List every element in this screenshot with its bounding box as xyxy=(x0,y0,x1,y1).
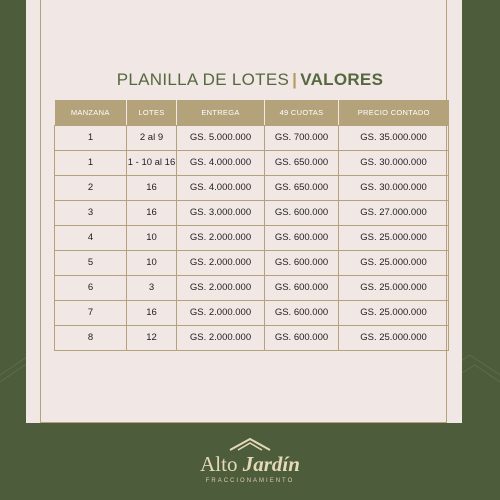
cell-precio-contado: GS. 25.000.000 xyxy=(339,225,449,250)
cell-entrega: GS. 4.000.000 xyxy=(177,150,265,175)
cell-manzana: 3 xyxy=(55,200,127,225)
cell-entrega: GS. 2.000.000 xyxy=(177,300,265,325)
table-row xyxy=(55,250,449,275)
table-row xyxy=(55,225,449,250)
header-precio-contado: PRECIO CONTADO xyxy=(339,100,449,125)
cell-cuotas: GS. 600.000 xyxy=(265,275,339,300)
title-highlight: VALORES xyxy=(300,70,384,89)
cell-precio-contado: GS. 25.000.000 xyxy=(339,275,449,300)
cell-manzana: 1 xyxy=(55,125,127,150)
lots-table xyxy=(54,100,449,351)
table-row xyxy=(55,150,449,175)
cell-lotes: 3 xyxy=(127,275,177,300)
logo-word-2: Jardín xyxy=(242,452,300,476)
table-body xyxy=(55,125,449,350)
cell-lotes: 2 al 9 xyxy=(127,125,177,150)
table-row xyxy=(55,200,449,225)
cell-precio-contado: GS. 27.000.000 xyxy=(339,200,449,225)
cell-lotes: 16 xyxy=(127,300,177,325)
header-lotes: LOTES xyxy=(127,100,177,125)
page-title xyxy=(0,70,500,90)
cell-cuotas: GS. 600.000 xyxy=(265,325,339,350)
cell-precio-contado: GS. 25.000.000 xyxy=(339,300,449,325)
cell-cuotas: GS. 650.000 xyxy=(265,175,339,200)
table-header-row xyxy=(55,100,449,125)
title-separator: | xyxy=(292,70,298,89)
cell-lotes: 1 - 10 al 16 xyxy=(127,150,177,175)
cell-manzana: 6 xyxy=(55,275,127,300)
cell-cuotas: GS. 600.000 xyxy=(265,225,339,250)
cell-entrega: GS. 2.000.000 xyxy=(177,325,265,350)
cell-precio-contado: GS. 30.000.000 xyxy=(339,175,449,200)
cell-cuotas: GS. 600.000 xyxy=(265,250,339,275)
logo-subtitle: FRACCIONAMIENTO xyxy=(205,478,295,484)
cell-entrega: GS. 2.000.000 xyxy=(177,275,265,300)
table-row xyxy=(55,300,449,325)
logo-roof-icon xyxy=(228,437,272,451)
cell-entrega: GS. 2.000.000 xyxy=(177,250,265,275)
cell-entrega: GS. 3.000.000 xyxy=(177,200,265,225)
logo-word-1: Alto xyxy=(200,452,238,476)
table-row xyxy=(55,175,449,200)
cell-precio-contado: GS. 25.000.000 xyxy=(339,250,449,275)
header-cuotas: 49 CUOTAS xyxy=(265,100,339,125)
cell-cuotas: GS. 600.000 xyxy=(265,300,339,325)
cell-entrega: GS. 2.000.000 xyxy=(177,225,265,250)
title-main: PLANILLA DE LOTES xyxy=(116,70,290,89)
cell-entrega: GS. 4.000.000 xyxy=(177,175,265,200)
cell-manzana: 5 xyxy=(55,250,127,275)
cell-lotes: 10 xyxy=(127,225,177,250)
table-row xyxy=(55,275,449,300)
cell-precio-contado: GS. 25.000.000 xyxy=(339,325,449,350)
cell-manzana: 1 xyxy=(55,150,127,175)
cell-precio-contado: GS. 30.000.000 xyxy=(339,150,449,175)
header-manzana: MANZANA xyxy=(55,100,127,125)
cell-manzana: 8 xyxy=(55,325,127,350)
table-row xyxy=(55,325,449,350)
cell-lotes: 10 xyxy=(127,250,177,275)
cell-manzana: 7 xyxy=(55,300,127,325)
cell-manzana: 2 xyxy=(55,175,127,200)
cell-lotes: 12 xyxy=(127,325,177,350)
cell-cuotas: GS. 600.000 xyxy=(265,200,339,225)
table-row xyxy=(55,125,449,150)
cell-manzana: 4 xyxy=(55,225,127,250)
cell-precio-contado: GS. 35.000.000 xyxy=(339,125,449,150)
cell-entrega: GS. 5.000.000 xyxy=(177,125,265,150)
header-entrega: ENTREGA xyxy=(177,100,265,125)
cell-lotes: 16 xyxy=(127,200,177,225)
logo-wordmark xyxy=(0,452,500,477)
cell-cuotas: GS. 650.000 xyxy=(265,150,339,175)
cell-lotes: 16 xyxy=(127,175,177,200)
cell-cuotas: GS. 700.000 xyxy=(265,125,339,150)
